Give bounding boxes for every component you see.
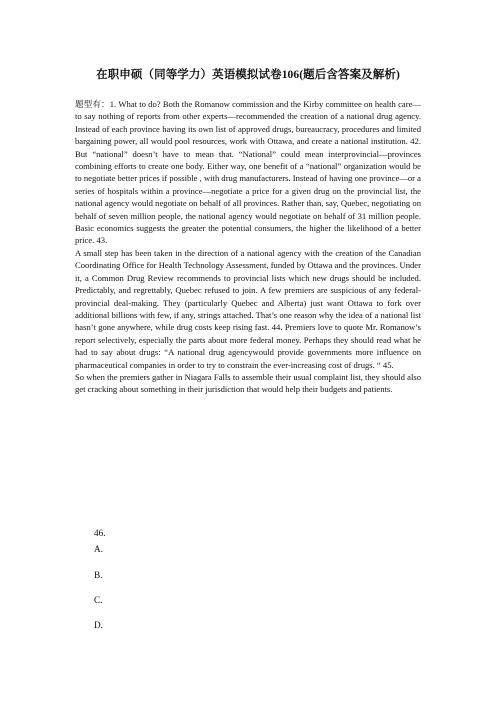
question-number: 46. bbox=[94, 528, 106, 538]
passage-paragraph-2: A small step has been taken in the direction of a national agency with the creation of the Canadian Coordinating Office for Health Technology Assessment, funded by Ottawa and the provinces. Under it, a Common Drug Review recommends to provincial lists which new drugs should be included. Predictably, and regrettably, Quebec refused to join. A few premiers are suspicious of any federal-provincial deal-making. They (particularly Quebec and Alberta) just want Ottawa to fork over additional billions with few, if any, strings attached. That’s one reason why the idea of a national list hasn’t gone anywhere, while drug costs keep rising fast. 44. Premiers love to quote Mr. Romanow’s report selectively, especially the parts about more federal money. Perhaps they should read what he had to say about drugs: “A national drug agencywould provide governments more influence on pharmaceutical companies in order to try to constrain the ever-increasing cost of drugs. “ 45. bbox=[75, 247, 421, 370]
option-c[interactable]: C. bbox=[94, 595, 103, 605]
passage bbox=[75, 98, 421, 396]
option-b[interactable]: B. bbox=[94, 570, 103, 580]
option-d[interactable]: D. bbox=[94, 620, 103, 630]
passage-paragraph-3: So when the premiers gather in Niagara Falls to assemble their usual complaint list, they should also get cracking about something in their jurisdiction that would help their budgets and patients. bbox=[75, 371, 421, 395]
document-title: 在职申硕（同等学力）英语模拟试卷106(题后含答案及解析) bbox=[96, 69, 400, 81]
passage-paragraph-1: 题型有：1. What to do? Both the Romanow commission and the Kirby committee on health care—to say nothing of reports from other experts—recommended the creation of a national drug agency. Instead of each province having its own list of approved drugs, bureaucracy, procedures and limited bargaining power, all would pool resources, work with Ottawa, and create a national institution. 42. But “national” doesn’t have to mean that. “National” could mean interprovincial—provinces combining efforts to create one body. Either way, one benefit of a “national” organization would be to negotiate better prices if possible , with drug manufacturers. Instead of having one province—or a series of hospitals within a province—negotiate a price for a given drug on the provincial list, the national agency would negotiate on behalf of all provinces. Rather than, say, Quebec, negotiating on behalf of seven million people, the national agency would negotiate on behalf of 31 million people. Basic economics suggests the greater the potential consumers, the higher the likelihood of a better price. 43. bbox=[75, 99, 421, 246]
option-a[interactable]: A. bbox=[94, 544, 103, 554]
